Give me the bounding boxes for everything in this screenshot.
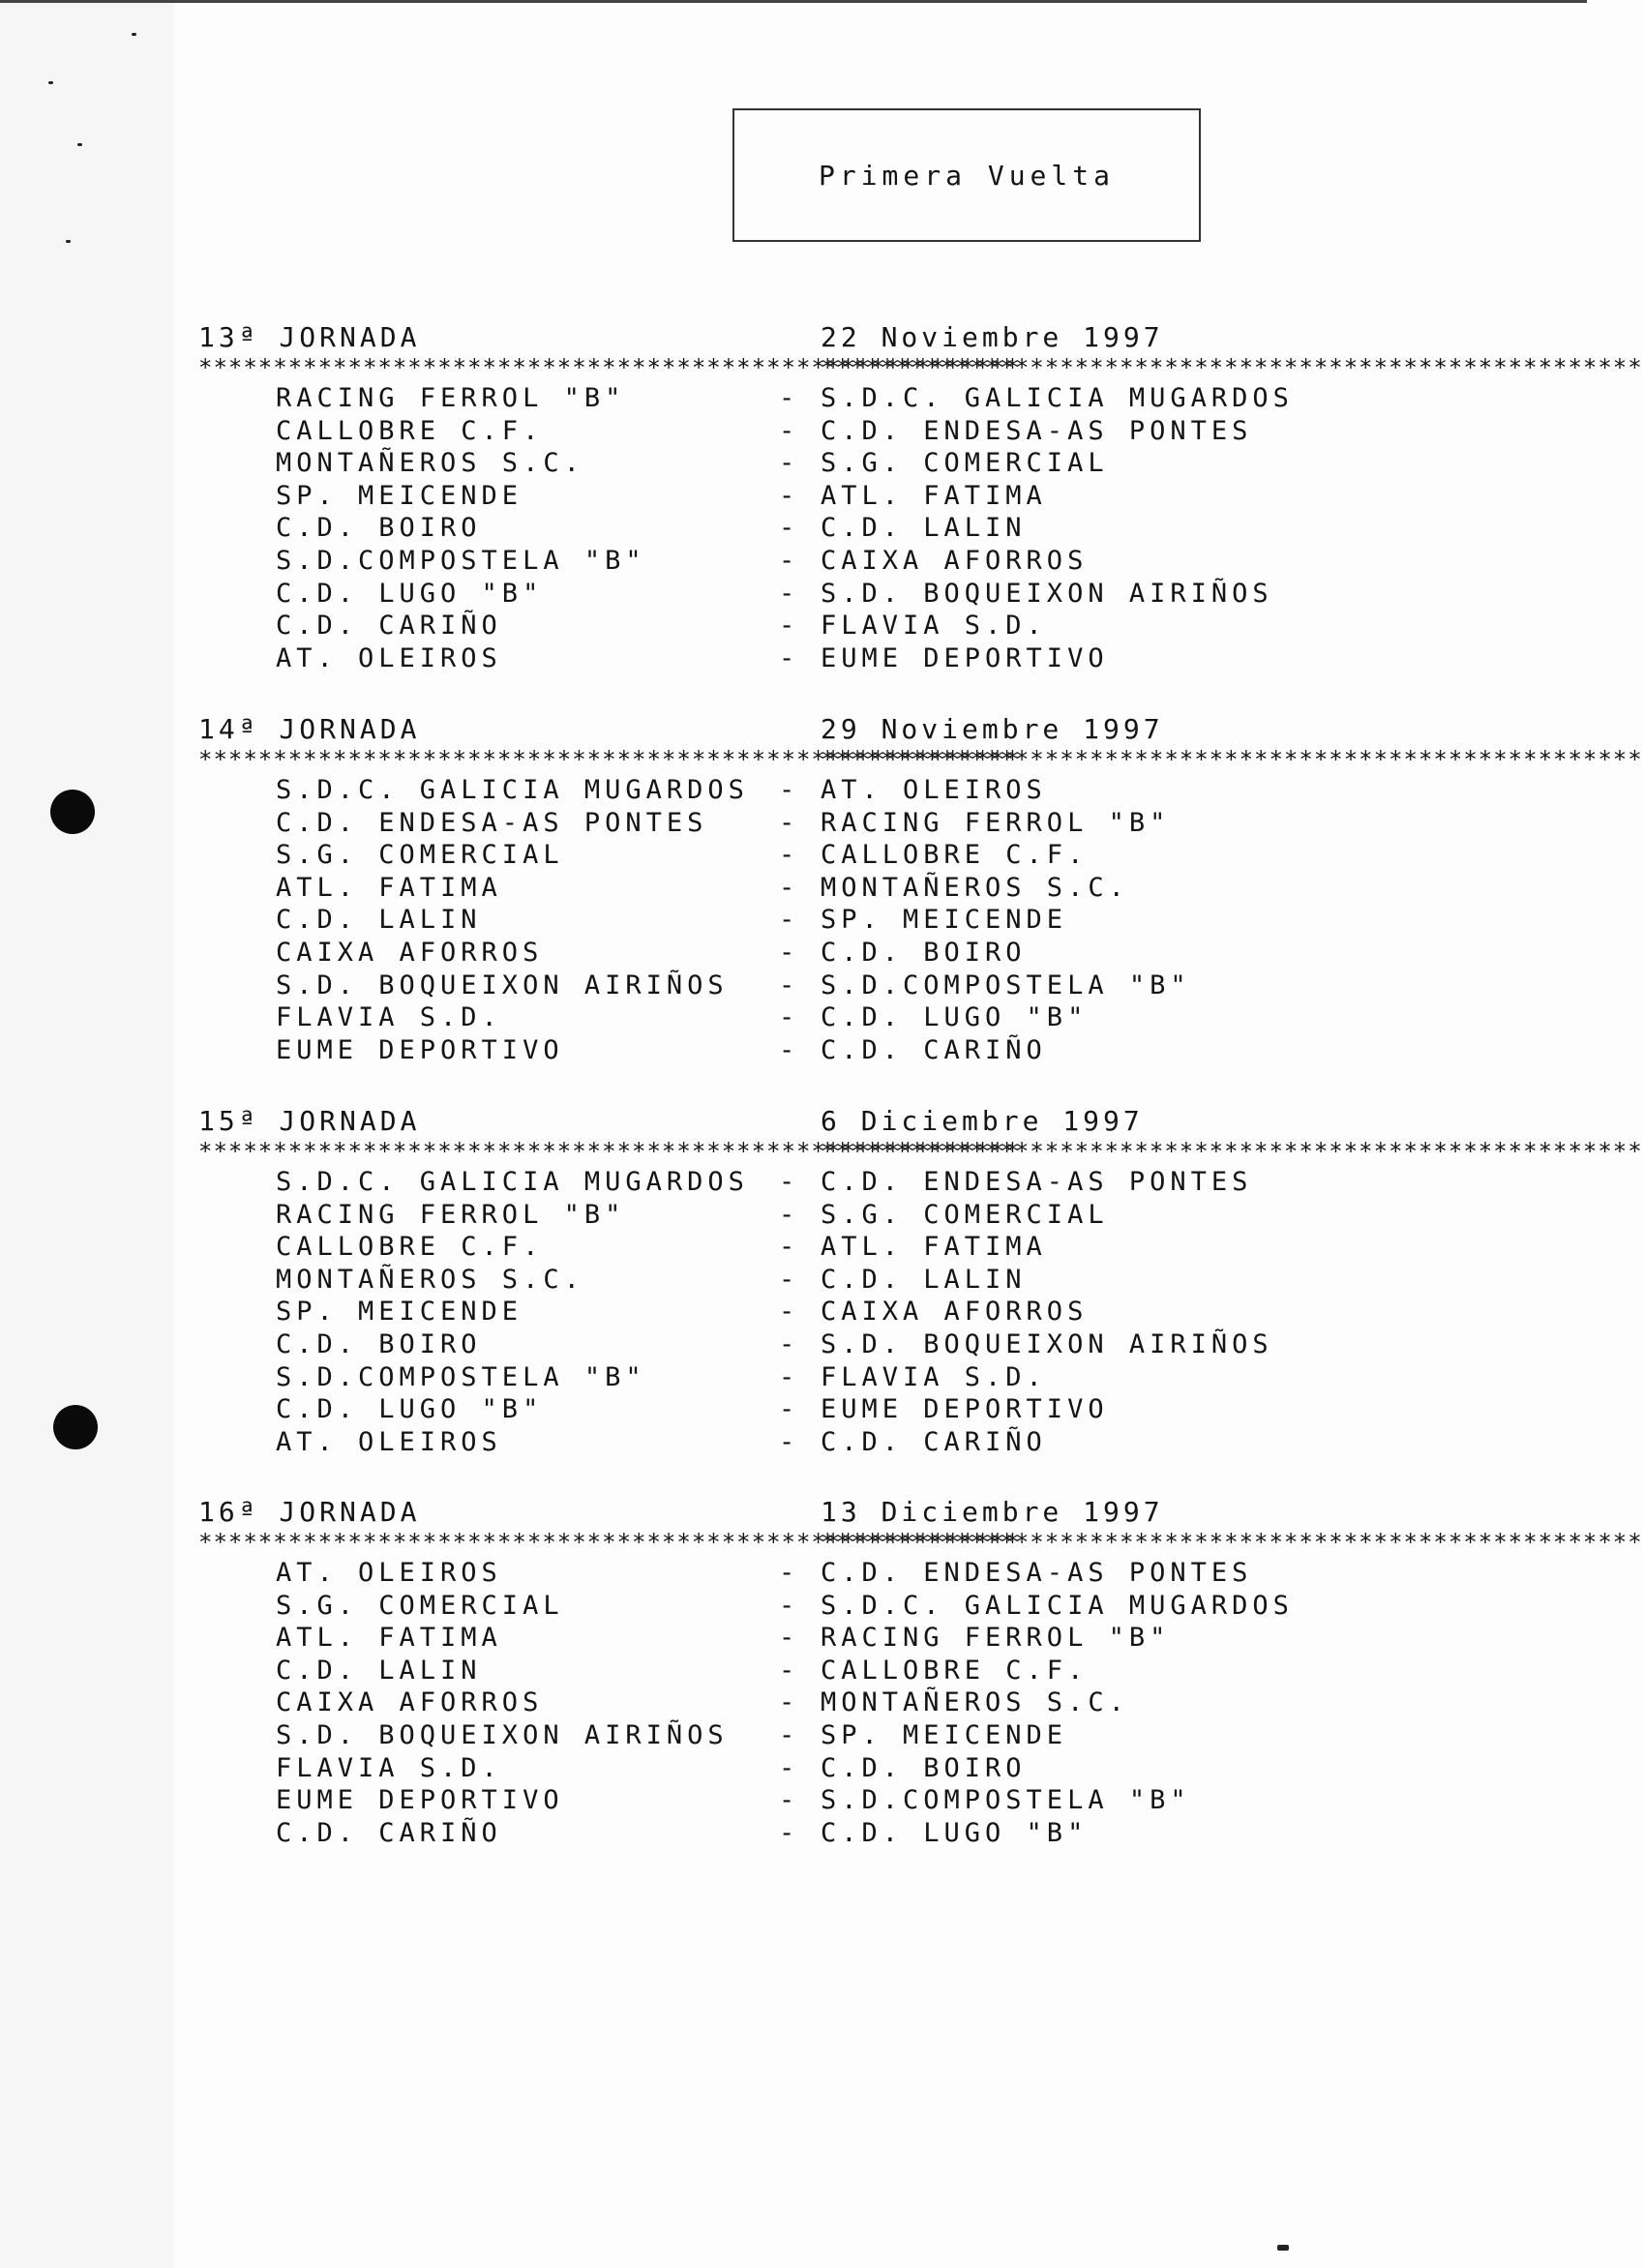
home-team: EUME DEPORTIVO [276,1785,564,1816]
match-row [198,643,1311,676]
match-separator: - [779,807,795,838]
asterisk-rule-right: ******************************************************* [821,746,1643,773]
match-separator: - [779,415,795,446]
match-row [198,970,1311,1003]
home-team: S.G. COMERCIAL [276,840,564,871]
left-margin [0,0,174,2268]
home-team: FLAVIA S.D. [276,1002,502,1033]
home-team: C.D. LALIN [276,1655,482,1686]
jornada-date: 13 Diciembre 1997 [821,1496,1164,1528]
match-row [198,546,1311,579]
asterisk-rule-left: ******************************************************* [198,1529,1021,1556]
jornada-label: 13ª JORNADA [198,321,421,353]
match-row [198,1232,1311,1265]
jornada-header [198,1496,1311,1529]
title-box [732,108,1201,242]
jornada-label: 14ª JORNADA [198,713,421,745]
away-team: MONTAÑEROS S.C. [821,872,1129,903]
match-row [198,1329,1311,1362]
match-separator: - [779,1394,795,1425]
home-team: EUME DEPORTIVO [276,1034,564,1065]
match-row [198,1623,1311,1656]
match-row [198,383,1311,416]
match-separator: - [779,1558,795,1588]
home-team: MONTAÑEROS S.C. [276,1264,584,1295]
match-separator: - [779,872,795,903]
match-row [198,1297,1311,1329]
away-team: CAIXA AFORROS [821,1297,1089,1328]
scan-speck [1277,2245,1289,2251]
away-team: S.G. COMERCIAL [821,1199,1109,1230]
away-team: S.G. COMERCIAL [821,448,1109,479]
away-team: S.D.C. GALICIA MUGARDOS [821,383,1294,413]
page-title: Primera Vuelta [818,159,1115,192]
match-separator: - [779,642,795,673]
home-team: FLAVIA S.D. [276,1752,502,1783]
away-team: RACING FERROL "B" [821,807,1171,838]
top-edge-line [0,0,1587,3]
match-separator: - [779,937,795,968]
match-separator: - [779,905,795,936]
away-team: EUME DEPORTIVO [821,1394,1109,1425]
match-separator: - [779,545,795,576]
match-row [198,611,1311,643]
home-team: S.D.C. GALICIA MUGARDOS [276,1167,749,1197]
match-separator: - [779,1167,795,1197]
match-separator: - [779,480,795,511]
home-team: AT. OLEIROS [276,1558,502,1588]
scan-speck [66,240,71,243]
away-team: C.D. LUGO "B" [821,1002,1089,1033]
match-row [198,1656,1311,1688]
away-team: C.D. LALIN [821,513,1027,544]
match-row [198,1265,1311,1298]
match-row [198,416,1311,449]
home-team: S.D. BOQUEIXON AIRIÑOS [276,970,729,1000]
away-team: C.D. BOIRO [821,1752,1027,1783]
match-row [198,1687,1311,1720]
away-team: S.D. BOQUEIXON AIRIÑOS [821,578,1273,609]
home-team: C.D. BOIRO [276,513,482,544]
jornada-label: 16ª JORNADA [198,1496,421,1528]
match-separator: - [779,1817,795,1848]
match-separator: - [779,1785,795,1816]
home-team: C.D. LUGO "B" [276,1394,544,1425]
match-separator: - [779,1199,795,1230]
home-team: S.D. BOQUEIXON AIRIÑOS [276,1719,729,1750]
away-team: FLAVIA S.D. [821,1361,1047,1392]
match-separator: - [779,1655,795,1686]
asterisk-rule-left: ******************************************************* [198,746,1021,773]
home-team: S.G. COMERCIAL [276,1590,564,1621]
match-row [198,1720,1311,1753]
match-separator: - [779,1264,795,1295]
match-separator: - [779,1361,795,1392]
match-row [198,1394,1311,1427]
home-team: AT. OLEIROS [276,642,502,673]
away-team: C.D. LUGO "B" [821,1817,1089,1848]
match-row [198,1200,1311,1233]
match-separator: - [779,513,795,544]
match-row [198,905,1311,938]
jornada-date: 6 Diciembre 1997 [821,1105,1144,1137]
match-separator: - [779,1623,795,1654]
asterisk-rule-right: ******************************************************* [821,1529,1643,1556]
home-team: C.D. BOIRO [276,1328,482,1359]
away-team: C.D. ENDESA-AS PONTES [821,415,1253,446]
home-team: C.D. CARIÑO [276,1817,502,1848]
match-separator: - [779,1328,795,1359]
match-row [198,808,1311,841]
away-team: RACING FERROL "B" [821,1623,1171,1654]
scan-speck [77,143,82,146]
match-row [198,775,1311,808]
match-row [198,481,1311,514]
home-team: S.D.C. GALICIA MUGARDOS [276,775,749,805]
home-team: MONTAÑEROS S.C. [276,448,584,479]
home-team: C.D. ENDESA-AS PONTES [276,807,708,838]
match-row [198,1035,1311,1068]
match-row [198,1427,1311,1460]
home-team: CAIXA AFORROS [276,937,544,968]
home-team: ATL. FATIMA [276,872,502,903]
home-team: C.D. LUGO "B" [276,578,544,609]
punch-hole-top [50,790,95,834]
punch-hole-bottom [53,1405,98,1449]
asterisk-rule-right: ******************************************************* [821,1138,1643,1165]
away-team: MONTAÑEROS S.C. [821,1687,1129,1718]
jornada-section [198,321,1643,675]
away-team: S.D. BOQUEIXON AIRIÑOS [821,1328,1273,1359]
away-team: CAIXA AFORROS [821,545,1089,576]
asterisk-rule-right: ******************************************************* [821,354,1643,381]
match-separator: - [779,611,795,642]
away-team: C.D. CARIÑO [821,1426,1047,1457]
match-separator: - [779,1002,795,1033]
match-separator: - [779,1426,795,1457]
match-row [198,1591,1311,1624]
asterisk-rule-left: ******************************************************* [198,1138,1021,1165]
home-team: AT. OLEIROS [276,1426,502,1457]
jornada-header [198,321,1311,354]
match-separator: - [779,383,795,413]
match-row [198,1362,1311,1395]
match-separator: - [779,1232,795,1263]
home-team: SP. MEICENDE [276,480,523,511]
asterisk-divider [198,1138,1643,1167]
match-separator: - [779,1687,795,1718]
jornada-section [198,1496,1643,1850]
home-team: S.D.COMPOSTELA "B" [276,545,646,576]
home-team: SP. MEICENDE [276,1297,523,1328]
match-row [198,448,1311,481]
match-separator: - [779,1590,795,1621]
jornada-section [198,713,1643,1067]
home-team: C.D. LALIN [276,905,482,936]
match-row [198,1558,1311,1591]
away-team: CALLOBRE C.F. [821,840,1089,871]
match-separator: - [779,1719,795,1750]
match-row [198,1753,1311,1786]
jornada-section [198,1105,1643,1459]
match-row [198,873,1311,906]
match-separator: - [779,970,795,1000]
match-row [198,1002,1311,1035]
asterisk-divider [198,354,1643,383]
home-team: ATL. FATIMA [276,1623,502,1654]
away-team: S.D.COMPOSTELA "B" [821,970,1191,1000]
away-team: S.D.COMPOSTELA "B" [821,1785,1191,1816]
home-team: CAIXA AFORROS [276,1687,544,1718]
match-separator: - [779,1752,795,1783]
away-team: AT. OLEIROS [821,775,1047,805]
asterisk-divider [198,1529,1643,1558]
scan-speck [132,33,136,36]
match-row [198,513,1311,546]
jornada-header [198,713,1311,746]
match-separator: - [779,448,795,479]
away-team: C.D. ENDESA-AS PONTES [821,1558,1253,1588]
away-team: ATL. FATIMA [821,480,1047,511]
match-row [198,938,1311,970]
match-separator: - [779,775,795,805]
match-row [198,840,1311,873]
home-team: CALLOBRE C.F. [276,1232,544,1263]
jornada-date: 22 Noviembre 1997 [821,321,1164,353]
match-separator: - [779,578,795,609]
away-team: C.D. BOIRO [821,937,1027,968]
home-team: CALLOBRE C.F. [276,415,544,446]
match-separator: - [779,1034,795,1065]
away-team: SP. MEICENDE [821,1719,1068,1750]
home-team: C.D. CARIÑO [276,611,502,642]
jornada-header [198,1105,1311,1138]
match-row [198,1785,1311,1818]
away-team: C.D. CARIÑO [821,1034,1047,1065]
away-team: C.D. LALIN [821,1264,1027,1295]
match-separator: - [779,1297,795,1328]
away-team: CALLOBRE C.F. [821,1655,1089,1686]
away-team: SP. MEICENDE [821,905,1068,936]
away-team: EUME DEPORTIVO [821,642,1109,673]
away-team: S.D.C. GALICIA MUGARDOS [821,1590,1294,1621]
scan-speck [48,81,53,84]
home-team: RACING FERROL "B" [276,1199,626,1230]
away-team: C.D. ENDESA-AS PONTES [821,1167,1253,1197]
away-team: ATL. FATIMA [821,1232,1047,1263]
asterisk-divider [198,746,1643,775]
home-team: S.D.COMPOSTELA "B" [276,1361,646,1392]
match-row [198,579,1311,612]
match-separator: - [779,840,795,871]
jornada-label: 15ª JORNADA [198,1105,421,1137]
asterisk-rule-left: ******************************************************* [198,354,1021,381]
home-team: RACING FERROL "B" [276,383,626,413]
jornada-date: 29 Noviembre 1997 [821,713,1164,745]
match-row [198,1818,1311,1851]
match-row [198,1167,1311,1200]
away-team: FLAVIA S.D. [821,611,1047,642]
